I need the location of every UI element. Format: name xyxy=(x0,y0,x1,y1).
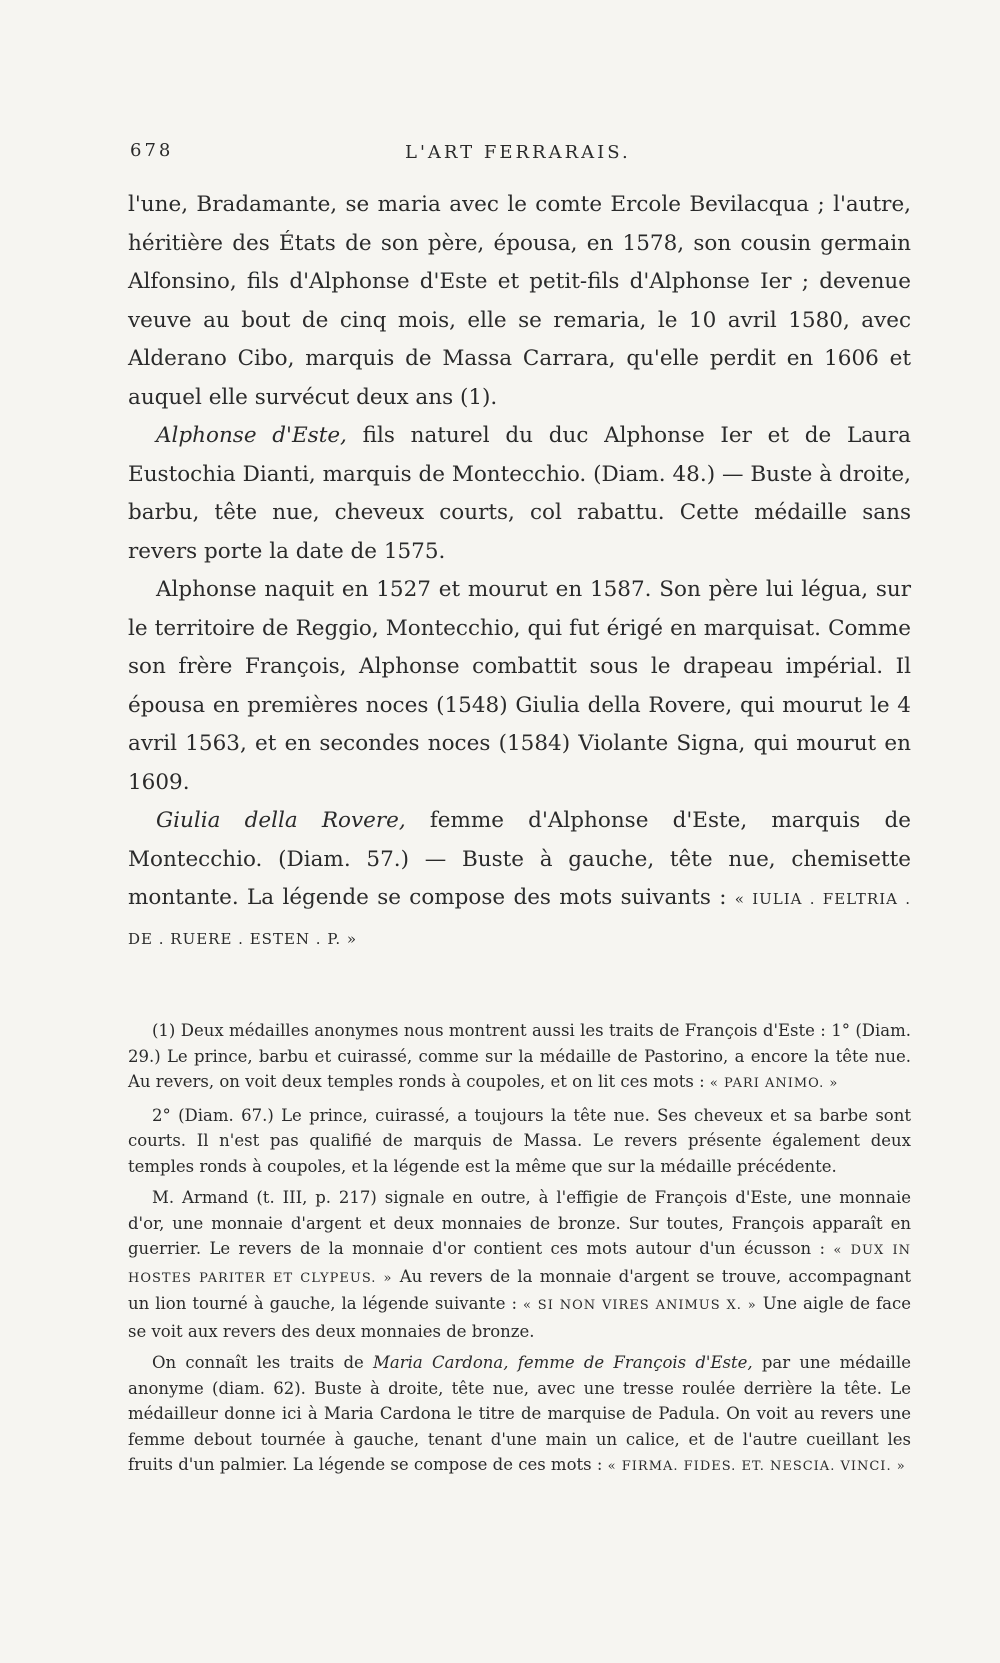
footnote-3-legend-1: « DUX IN HOSTES PARITER ET CLYPEUS. » xyxy=(128,1243,911,1286)
medal-legend-giulia: « IULIA . FELTRIA . DE . RUERE . ESTEN . P. » xyxy=(128,890,911,948)
footnote-3-text-b: Au revers de la monnaie d'argent se trouve, accompagnant un lion tourné à gauche, la légende suivante : xyxy=(128,1266,911,1313)
footnotes xyxy=(128,1018,911,1480)
footnote-3 xyxy=(128,1185,911,1344)
footnote-1 xyxy=(128,1018,911,1097)
footnote-3-legend-2: « SI NON VIRES ANIMUS X. » xyxy=(522,1298,757,1313)
main-text xyxy=(128,186,911,958)
footnote-1-text: (1) Deux médailles anonymes nous montrent aussi les traits de François d'Este : 1° (Diam. 29.) Le prince, barbu et cuirassé, comme sur la médaille de Pastorino, a encore la tête nue. Au revers, on voit deux temples ronds à coupoles, et on lit ces mots : xyxy=(128,1021,911,1091)
paragraph-alphonse-text: fils naturel du duc Alphonse Ier et de Laura Eustochia Dianti, marquis de Montecchio. (Diam. 48.) — Buste à droite, barbu, tête nue, cheveux courts, col rabattu. Cette médaille sans revers porte la date de 1575. xyxy=(128,423,911,564)
paragraph-continuation: l'une, Bradamante, se maria avec le comte Ercole Bevilacqua ; l'autre, héritière des États de son père, épousa, en 1578, son cousin germain Alfonsino, fils d'Alphonse d'Este et petit-fils d'Alphonse Ier ; devenue veuve au bout de cinq mois, elle se remaria, le 10 avril 1580, avec Alderano Cibo, marquis de Massa Carrara, qu'elle perdit en 1606 et auquel elle survécut deux ans (1). xyxy=(128,192,911,410)
medal-title-giulia: Giulia della Rovere, xyxy=(156,808,406,833)
footnote-1-legend: « PARI ANIMO. » xyxy=(709,1076,839,1091)
page-header xyxy=(130,140,830,174)
footnote-3-text-a: M. Armand (t. III, p. 217) signale en outre, à l'effigie de François d'Este, une monnaie d'or, une monnaie d'argent et deux monnaies de bronze. Sur toutes, François apparaît en guerrier. Le revers de la monnaie d'or contient ces mots autour d'un écusson : xyxy=(128,1188,911,1258)
paragraph-alphonse-medal xyxy=(128,417,911,571)
paragraph-giulia-medal xyxy=(128,802,911,958)
paragraph-alphonse-bio: Alphonse naquit en 1527 et mourut en 1587. Son père lui légua, sur le territoire de Reggio, Montecchio, qui fut érigé en marquisat. Comme son frère François, Alphonse combattit sous le drapeau impérial. Il épousa en premières noces (1548) Giulia della Rovere, qui mourut le 4 avril 1563, et en secondes noces (1584) Violante Signa, qui mourut en 1609. xyxy=(128,577,911,795)
footnote-4 xyxy=(128,1350,911,1480)
footnote-3-text-c: Une aigle de face se voit aux revers des deux monnaies de bronze. xyxy=(128,1294,911,1341)
page-number: 678 xyxy=(130,140,174,161)
footnote-4-italic: Maria Cardona, femme de François d'Este, xyxy=(373,1353,753,1372)
footnote-4-text-a: On connaît les traits de xyxy=(152,1353,373,1372)
medal-title-alphonse: Alphonse d'Este, xyxy=(156,423,347,448)
footnote-4-text-b: par une médaille anonyme (diam. 62). Buste à droite, tête nue, avec une tresse roulée derrière la tête. Le médailleur donne ici à Maria Cardona le titre de marquise de Padula. On voit au revers une femme debout tournée à gauche, tenant d'une main un calice, et de l'autre cueillant les fruits d'un palmier. La légende se compose de ces mots : xyxy=(128,1353,911,1474)
paragraph-giulia-text: femme d'Alphonse d'Este, marquis de Montecchio. (Diam. 57.) — Buste à gauche, tête nue, chemisette montante. La légende se compose des mots suivants : xyxy=(128,808,911,910)
running-title: L'ART FERRARAIS. xyxy=(405,142,631,163)
footnote-2: 2° (Diam. 67.) Le prince, cuirassé, a toujours la tête nue. Ses cheveux et sa barbe sont courts. Il n'est pas qualifié de marquis de Massa. Le revers présente également deux temples ronds à coupoles, et la légende est la même que sur la médaille précédente. xyxy=(128,1105,911,1176)
footnote-4-legend: « FIRMA. FIDES. ET. NESCIA. VINCI. » xyxy=(607,1459,906,1474)
